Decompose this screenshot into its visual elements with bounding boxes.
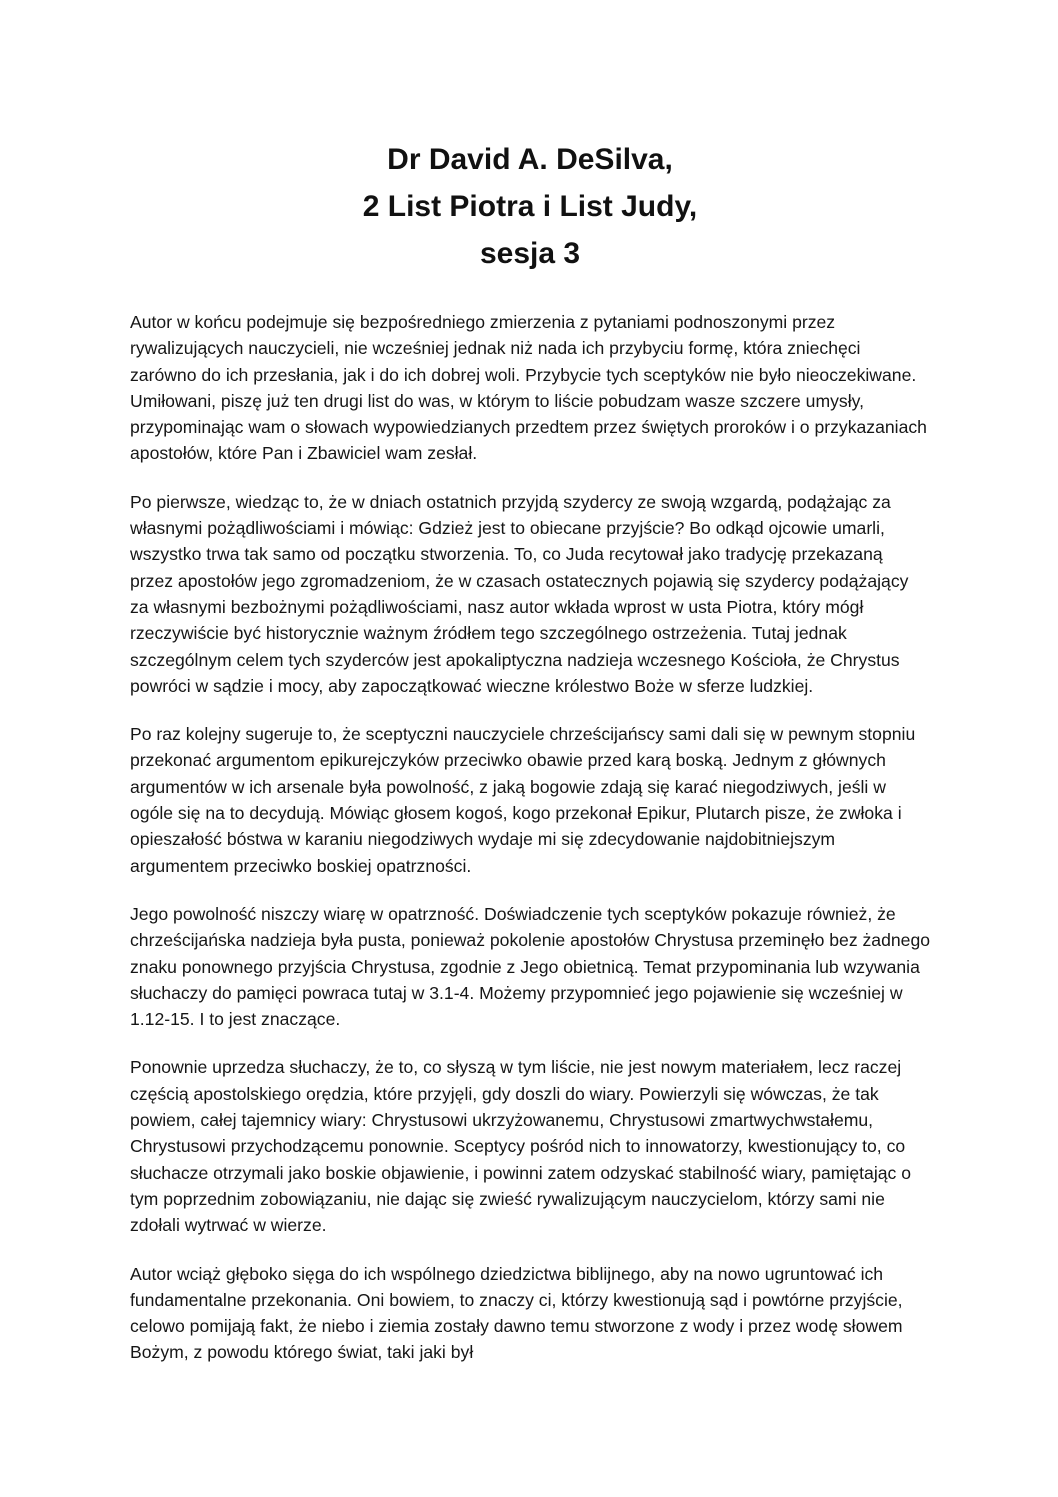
body-text bbox=[130, 309, 930, 1366]
paragraph: Autor wciąż głęboko sięga do ich wspólnego dziedzictwa biblijnego, aby na nowo ugruntować ich fundamentalne przekonania. Oni bowiem, to znaczy ci, którzy kwestionują sąd i powtórne przyjście, celowo pomijają fakt, że niebo i ziemia zostały dawno temu stworzone z wody i przez wodę słowem Bożym, z powodu którego świat, taki jaki był bbox=[130, 1263, 903, 1363]
page-title bbox=[130, 136, 930, 277]
title-line-author: Dr David A. DeSilva, bbox=[387, 143, 673, 176]
paragraph: Po pierwsze, wiedząc to, że w dniach ostatnich przyjdą szydercy ze swoją wzgardą, podążając za własnymi pożądliwościami i mówiąc: Gdzież jest to obiecane przyjście? Bo odkąd ojcowie umarli, wszystko trwa tak samo od początku stworzenia. To, co Juda recytował jako tradycję przekazaną przez apostołów jego zgromadzeniom, że w czasach ostatecznych pojawią się szydercy podążający za własnymi bezbożnymi pożądliwościami, nasz autor wkłada wprost w usta Piotra, który mógł rzeczywiście być historycznie ważnym źródłem tego szczególnego ostrzeżenia. Tutaj jednak szczególnym celem tych szyderców jest apokaliptyczna nadzieja wczesnego Kościoła, że Chrystus powróci w sądzie i mocy, aby zapoczątkować wieczne królestwo Boże w sferze ludzkiej. bbox=[130, 491, 909, 696]
paragraph: Jego powolność niszczy wiarę w opatrzność. Doświadczenie tych sceptyków pokazuje również, że chrześcijańska nadzieja była pusta, ponieważ pokolenie apostołów Chrystusa przeminęło bez żadnego znaku ponownego przyjścia Chrystusa, zgodnie z Jego obietnicą. Temat przypominania lub wzywania słuchaczy do pamięci powraca tutaj w 3.1-4. Możemy przypomnieć jego pojawienie się wcześniej w 1.12-15. I to jest znaczące. bbox=[130, 903, 931, 1030]
paragraph: Autor w końcu podejmuje się bezpośredniego zmierzenia z pytaniami podnoszonymi przez rywalizujących nauczycieli, nie wcześniej jednak niż nada ich przybyciu formę, która zniechęci zarówno do ich przesłania, jak i do ich dobrej woli. Przybycie tych sceptyków nie było nieoczekiwane. Umiłowani, piszę już ten drugi list do was, w którym to liście pobudzam wasze szczere umysły, przypominając wam o słowach wypowiedzianych przedtem przez świętych proroków i o przykazaniach apostołów, które Pan i Zbawiciel wam zesłał. bbox=[130, 312, 927, 464]
paragraph: Ponownie uprzedza słuchaczy, że to, co słyszą w tym liście, nie jest nowym materiałem, lecz raczej częścią apostolskiego orędzia, które przyjęli, gdy doszli do wiary. Powierzyli się wówczas, że tak powiem, całej tajemnicy wiary: Chrystusowi ukrzyżowanemu, Chrystusowi zmartwychwstałemu, Chrystusowi przychodzącemu ponownie. Sceptycy pośród nich to innowatorzy, kwestionujący to, co słuchacze otrzymali jako boskie objawienie, i powinni zatem odzyskać stabilność wiary, pamiętając o tym poprzednim zobowiązaniu, nie dając się zwieść rywalizującym nauczycielom, którzy sami nie zdołali wytrwać w wierze. bbox=[130, 1057, 911, 1236]
paragraph: Po raz kolejny sugeruje to, że sceptyczni nauczyciele chrześcijańscy sami dali się w pewnym stopniu przekonać argumentom epikurejczyków przeciwko obawie przed karą boską. Jednym z głównych argumentów w ich arsenale była powolność, z jaką bogowie zdają się karać niegodziwych, jeśli w ogóle się na to decydują. Mówiąc głosem kogoś, kogo przekonał Epikur, Plutarch pisze, że zwłoka i opieszałość bóstwa w karaniu niegodziwych wydaje mi się zdecydowanie najdobitniejszym argumentem przeciwko boskiej opatrzności. bbox=[130, 724, 916, 876]
title-line-book: 2 List Piotra i List Judy, bbox=[362, 190, 698, 223]
title-line-session: sesja 3 bbox=[479, 237, 581, 270]
